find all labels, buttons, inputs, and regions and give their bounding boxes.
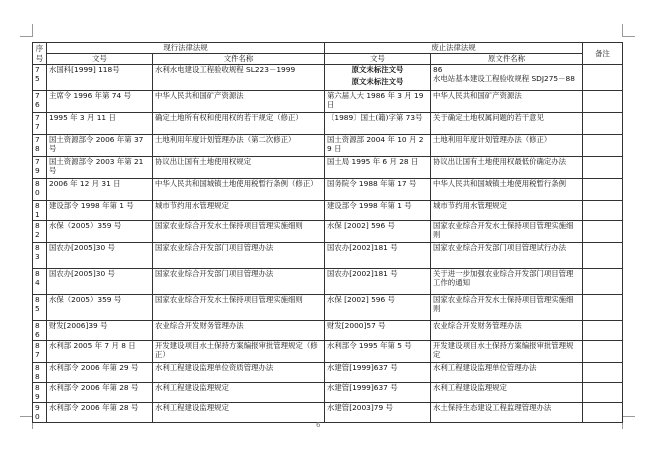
row-no: 90 [33, 402, 47, 422]
row-no: 76 [33, 91, 47, 113]
row-old-doc-b: 原文未标注文号 [351, 77, 404, 87]
row-no: 81 [33, 201, 47, 221]
row-old-doc: 〔1989〕国土(籍)字第 73号 [325, 113, 431, 135]
law-table-body [33, 43, 623, 423]
row-old-name: 水利工程建设监理单位管理办法 [431, 362, 583, 382]
row-old-doc: 水利部令 1995 年第 5 号 [325, 340, 431, 362]
row-current-doc: 1995 年 3 月 11 日 [47, 113, 153, 135]
row-current-doc: 水利部 2005 年 7 月 8 日 [47, 340, 153, 362]
table-row [33, 135, 623, 157]
row-old-name: 协议出让国有土地使用权最低价确定办法 [431, 157, 583, 179]
header-current-group: 现行法律法规 [47, 43, 325, 54]
header-seq: 序号 [33, 43, 47, 65]
row-old-name: 国家农业综合开发部门项目管理试行办法 [431, 242, 583, 268]
page-number: 6 [316, 421, 321, 429]
row-no: 75 [33, 65, 47, 91]
row-old-doc: 水保 [2002] 596 号 [325, 220, 431, 242]
row-current-name: 中华人民共和国矿产资源法 [153, 91, 325, 113]
row-current-name: 城市节约用水管理规定 [153, 201, 325, 221]
row-remark [583, 157, 623, 179]
table-row [33, 201, 623, 221]
header-abolished-doc-no: 文号 [325, 54, 431, 65]
row-current-name: 中华人民共和国城镇土地使用税暂行条例（修正） [153, 179, 325, 201]
row-current-doc: 水利部令 2006 年第 28 号 [47, 402, 153, 422]
header-file-name: 文件名称 [153, 54, 325, 65]
row-remark [583, 135, 623, 157]
row-current-doc: 水保（2005）359 号 [47, 294, 153, 320]
row-remark [583, 220, 623, 242]
row-no: 82 [33, 220, 47, 242]
row-no: 83 [33, 242, 47, 268]
row-old-doc: 水建管[1999]637 号 [325, 362, 431, 382]
row-remark [583, 113, 623, 135]
table-row [33, 179, 623, 201]
header-row-2 [33, 54, 623, 65]
header-doc-no: 文号 [47, 54, 153, 65]
row-current-name: 水利工程建设监理单位资质管理办法 [153, 362, 325, 382]
crop-mark-top-right [622, 24, 635, 37]
header-abolished-group: 废止法律法规 [325, 43, 583, 54]
row-current-name: 水利工程建设监理规定 [153, 382, 325, 402]
row-current-name: 国家农业综合开发部门项目管理办法 [153, 268, 325, 294]
row-old-doc: 国土资源部 2004 年 10 月 29 日 [325, 135, 431, 157]
row-old-name: 关于确定土地权属问题的若干意见 [431, 113, 583, 135]
row-current-name: 国家农业综合开发水土保持项目管理实施细则 [153, 294, 325, 320]
table-row [33, 91, 623, 113]
row-remark [583, 242, 623, 268]
table-row [33, 157, 623, 179]
row-current-name: 国家农业综合开发水土保持项目管理实施细则 [153, 220, 325, 242]
row-remark [583, 340, 623, 362]
row-current-name: 土地利用年度计划管理办法（第二次修正） [153, 135, 325, 157]
row-current-doc: 水利部令 2006 年第 29 号 [47, 362, 153, 382]
row-current-doc: 国农办[2005]30 号 [47, 268, 153, 294]
crop-mark-bottom-right [622, 416, 635, 429]
row-no: 86 [33, 320, 47, 340]
row-current-name: 国家农业综合开发部门项目管理办法 [153, 242, 325, 268]
table-row [33, 382, 623, 402]
row-remark [583, 179, 623, 201]
table-row [33, 220, 623, 242]
row-remark [583, 382, 623, 402]
row-old-name: 国家农业综合开发水土保持项目管理实施细则 [431, 220, 583, 242]
row-current-doc: 国农办[2005]30 号 [47, 242, 153, 268]
row-old-doc [325, 65, 431, 91]
table-row [33, 340, 623, 362]
row-old-doc: 水建管[2003]79 号 [325, 402, 431, 422]
row-old-name: 水利工程建设监理规定 [431, 382, 583, 402]
row-old-name: 中华人民共和国城镇土地使用税暂行条例 [431, 179, 583, 201]
row-no: 78 [33, 135, 47, 157]
row-old-doc: 国农办[2002]181 号 [325, 268, 431, 294]
table-row [33, 113, 623, 135]
row-remark [583, 362, 623, 382]
row-no: 89 [33, 382, 47, 402]
row-current-name: 水利水电建设工程验收规程 SL223－1999 [153, 65, 325, 91]
table-row [33, 362, 623, 382]
row-old-doc: 国土局 1995 年 6 月 28 日 [325, 157, 431, 179]
header-remark: 备注 [583, 43, 623, 65]
table-row [33, 320, 623, 340]
table-row [33, 268, 623, 294]
row-old-name-b: 水电站基本建设工程验收规程 SDJ275－88 [433, 74, 575, 84]
table-row [33, 242, 623, 268]
row-current-doc: 财发[2006]39 号 [47, 320, 153, 340]
header-row-1 [33, 43, 623, 54]
row-old-name: 关于进一步加强农业综合开发部门项目管理工作的通知 [431, 268, 583, 294]
row-old-name-a: 86 [433, 65, 443, 74]
row-no: 87 [33, 340, 47, 362]
row-current-doc: 主席令 1996 年第 74 号 [47, 91, 153, 113]
row-current-doc: 水保（2005）359 号 [47, 220, 153, 242]
table-row [33, 294, 623, 320]
row-remark [583, 320, 623, 340]
row-old-doc: 水保 [2002] 596 号 [325, 294, 431, 320]
row-old-doc-a: 原文未标注文号 [351, 65, 404, 74]
row-old-name: 中华人民共和国矿产资源法 [431, 91, 583, 113]
row-old-name: 土地利用年度计划管理办法（修正） [431, 135, 583, 157]
row-remark [583, 402, 623, 422]
row-current-doc: 国土资源部令 2003 年第 21 号 [47, 157, 153, 179]
law-table [32, 42, 623, 423]
row-old-doc: 水建管[1999]637 号 [325, 382, 431, 402]
row-current-doc: 建设部令 1998 年第 1 号 [47, 201, 153, 221]
row-old-doc: 财发[2000]57 号 [325, 320, 431, 340]
row-current-name: 确定土地所有权和使用权的若干规定（修正） [153, 113, 325, 135]
row-remark [583, 201, 623, 221]
row-no: 84 [33, 268, 47, 294]
row-old-doc: 第六届人大 1986 年 3 月 19日 [325, 91, 431, 113]
row-current-doc: 水利部令 2006 年第 28 号 [47, 382, 153, 402]
row-old-name: 城市节约用水管理规定 [431, 201, 583, 221]
row-old-doc: 建设部令 1998 年第 1 号 [325, 201, 431, 221]
row-old-doc: 国农办[2002]181 号 [325, 242, 431, 268]
row-remark [583, 268, 623, 294]
row-remark [583, 91, 623, 113]
table-row [33, 402, 623, 422]
row-remark [583, 294, 623, 320]
table-row [33, 65, 623, 91]
row-old-name [431, 65, 583, 91]
row-no: 80 [33, 179, 47, 201]
row-current-doc: 水国科[1999] 118号 [47, 65, 153, 91]
row-no: 88 [33, 362, 47, 382]
row-remark [583, 65, 623, 91]
row-current-doc: 2006 年 12 月 31 日 [47, 179, 153, 201]
row-current-name: 协议出让国有土地使用权规定 [153, 157, 325, 179]
crop-mark-top-left [20, 24, 33, 37]
row-current-name: 水利工程建设监理规定 [153, 402, 325, 422]
header-original-file-name: 原文件名称 [431, 54, 583, 65]
row-current-name: 开发建设项目水土保持方案编报审批管理规定（修正） [153, 340, 325, 362]
row-old-name: 水土保持生态建设工程监理管理办法 [431, 402, 583, 422]
row-no: 79 [33, 157, 47, 179]
row-current-name: 农业综合开发财务管理办法 [153, 320, 325, 340]
row-old-name: 农业综合开发财务管理办法 [431, 320, 583, 340]
row-old-name: 国家农业综合开发水土保持项目管理实施细则 [431, 294, 583, 320]
row-current-doc: 国土资源部令 2006 年第 37 号 [47, 135, 153, 157]
row-old-doc: 国务院令 1988 年第 17 号 [325, 179, 431, 201]
row-no: 77 [33, 113, 47, 135]
row-old-name: 开发建设项目水土保持方案编报审批管理规定 [431, 340, 583, 362]
row-no: 85 [33, 294, 47, 320]
